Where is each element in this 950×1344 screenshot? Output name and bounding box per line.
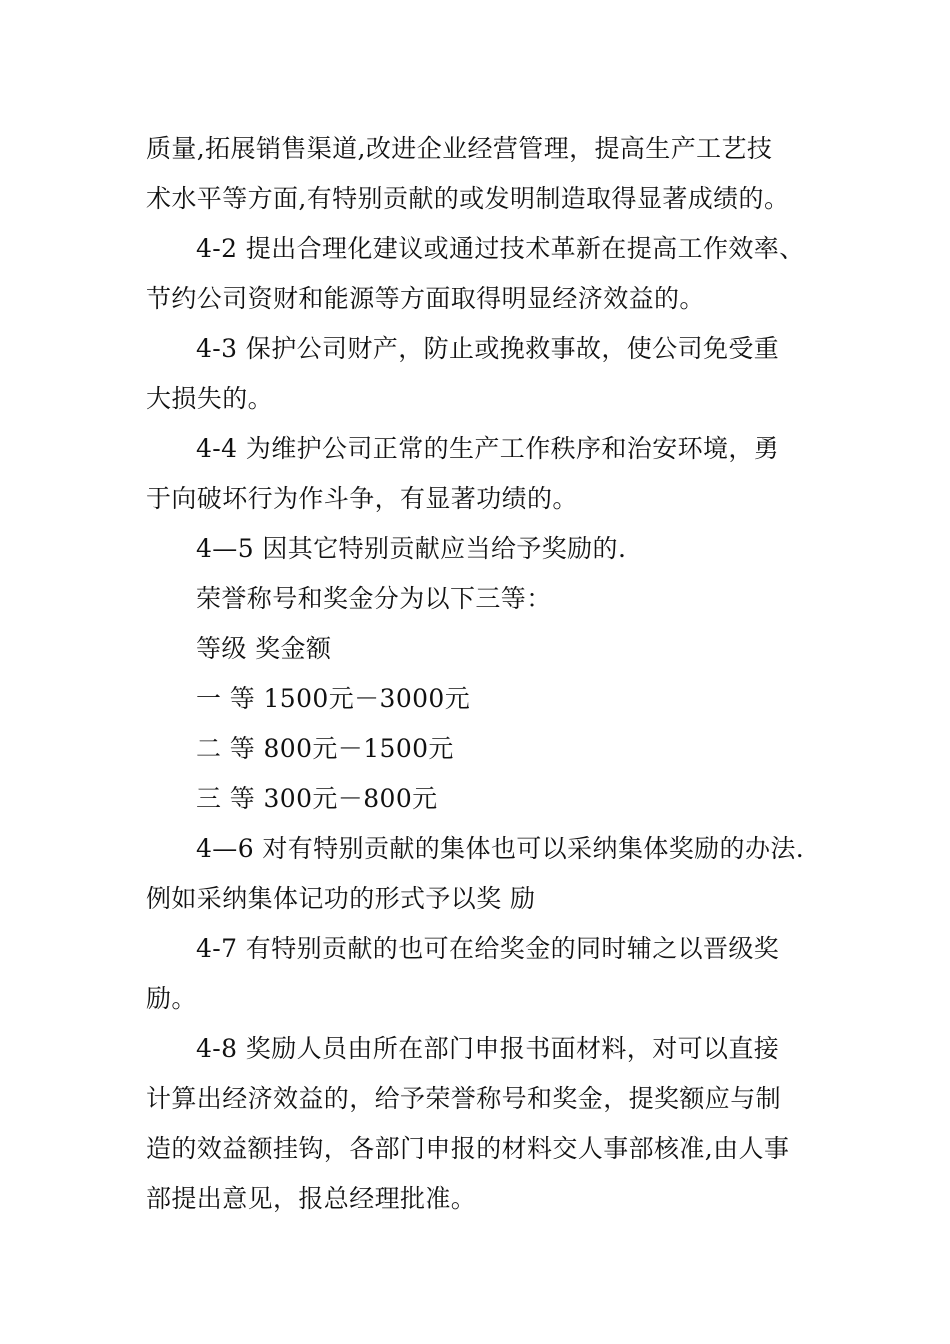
paragraph-line: 4-8 奖励人员由所在部门申报书面材料，对可以直接 (196, 1034, 780, 1063)
paragraph-line: 4—6 对有特别贡献的集体也可以采纳集体奖励的办法. (196, 834, 805, 863)
table-row-line: 三 等 300元－800元 (196, 784, 438, 813)
paragraph-line: 部提出意见，报总经理批准。 (146, 1184, 477, 1213)
table-row-line: 一 等 1500元－3000元 (196, 684, 471, 713)
paragraph-line: 4—5 因其它特别贡献应当给予奖励的. (196, 534, 627, 563)
table-row-line: 二 等 800元－1500元 (196, 734, 454, 763)
paragraph-line: 4-3 保护公司财产，防止或挽救事故，使公司免受重 (196, 334, 780, 363)
paragraph-line: 例如采纳集体记功的形式予以奖 励 (146, 884, 536, 913)
paragraph-line: 计算出经济效益的，给予荣誉称号和奖金，提奖额应与制 (146, 1084, 782, 1113)
table-header-line: 等级 奖金额 (196, 634, 332, 663)
paragraph-line: 励。 (146, 984, 197, 1013)
paragraph-line: 大损失的。 (146, 384, 274, 413)
paragraph-line: 质量,拓展销售渠道,改进企业经营管理，提高生产工艺技 (146, 134, 773, 163)
paragraph-line: 造的效益额挂钩，各部门申报的材料交人事部核准,由人事 (146, 1134, 790, 1163)
paragraph-line: 节约公司资财和能源等方面取得明显经济效益的。 (146, 284, 705, 313)
paragraph-line: 4-4 为维护公司正常的生产工作秩序和治安环境，勇 (196, 434, 780, 463)
paragraph-line: 4-7 有特别贡献的也可在给奖金的同时辅之以晋级奖 (196, 934, 780, 963)
paragraph-line: 术水平等方面,有特别贡献的或发明制造取得显著成绩的。 (146, 184, 790, 213)
paragraph-line: 于向破坏行为作斗争，有显著功绩的。 (146, 484, 578, 513)
paragraph-line: 4-2 提出合理化建议或通过技术革新在提高工作效率、 (196, 234, 805, 263)
paragraph-line: 荣誉称号和奖金分为以下三等： (196, 584, 552, 613)
